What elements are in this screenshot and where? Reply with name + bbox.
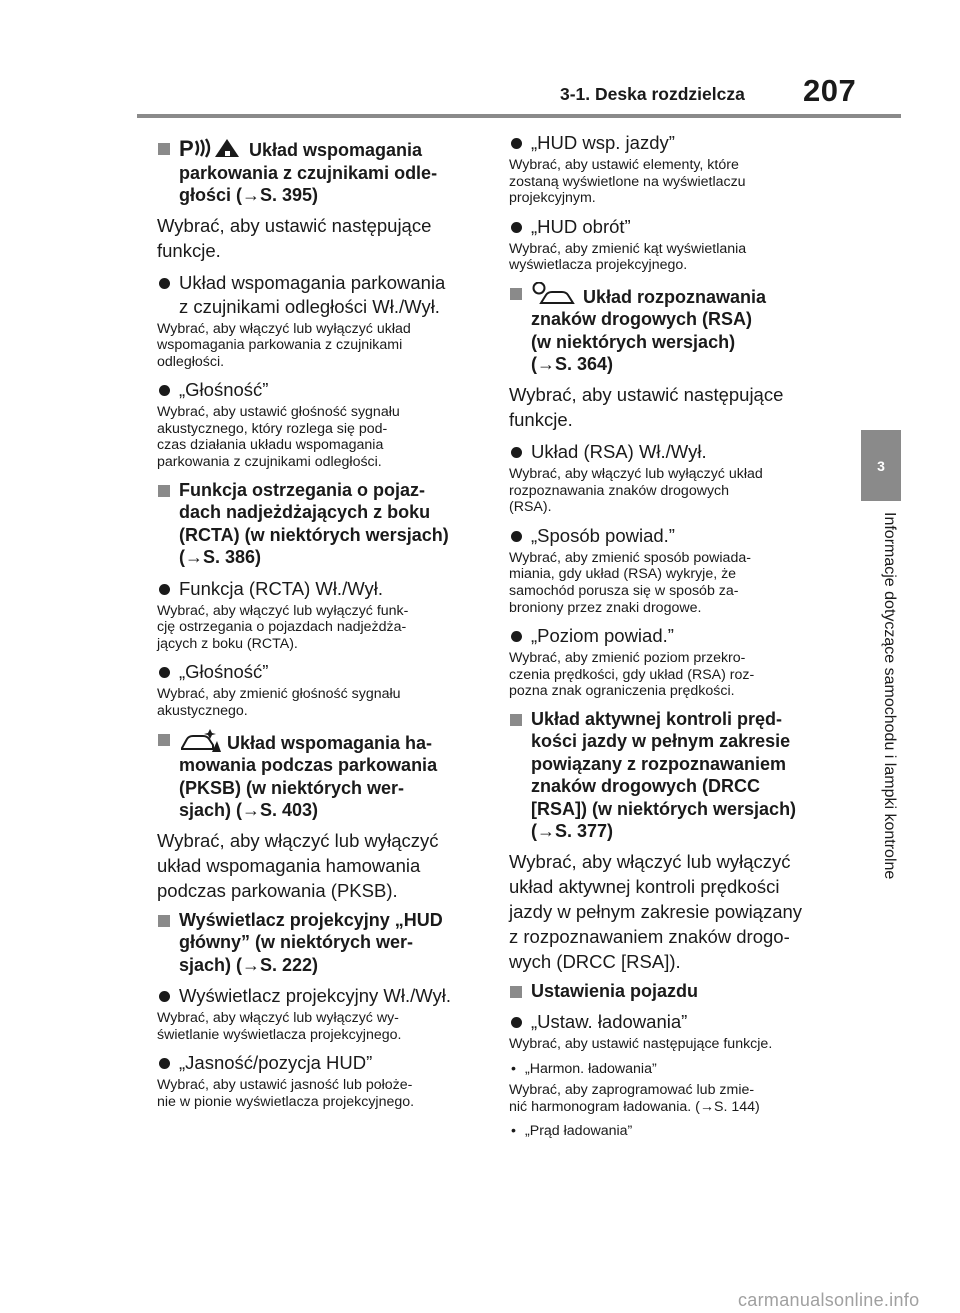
text-line: nić harmonogram ładowania. (→S. 144)	[509, 1098, 760, 1115]
sub-bullet-text: „Prąd ładowania”	[525, 1123, 633, 1140]
road-sign-assist-icon	[531, 282, 577, 306]
text-line: Wybrać, aby włączyć lub wyłączyć	[157, 829, 439, 851]
text-line: funkcje.	[157, 239, 221, 261]
heading-line: (w niektórych wersjach)	[531, 331, 736, 352]
sub-bullet-text: „Harmon. ładowania”	[525, 1061, 657, 1077]
text-line: Wybrać, aby ustawić elementy, które	[509, 157, 739, 173]
heading-line: [RSA]) (w niektórych wersjach)	[531, 798, 797, 819]
text-line: parkowania z czujnikami odległości.	[157, 454, 382, 471]
text-line: akustycznego.	[157, 703, 248, 720]
section-heading-hud	[157, 909, 479, 977]
text-line: układ aktywnej kontroli prędkości	[509, 875, 780, 897]
text-line: Wybrać, aby zmienić sposób powiada-	[509, 549, 751, 566]
intro-paragraph	[509, 849, 833, 974]
option-title-line: „Poziom powiad.”	[531, 625, 674, 647]
heading-text: Układ wspomagania	[249, 140, 423, 160]
right-column	[509, 131, 833, 1144]
round-bullet-icon	[159, 278, 170, 289]
section-heading-vehicle-settings	[509, 980, 833, 1003]
text-line: Wybrać, aby włączyć lub wyłączyć	[509, 850, 791, 872]
watermark: carmanualsonline.info	[738, 1290, 920, 1310]
heading-line: mowania podczas parkowania	[179, 755, 438, 776]
text-line: Wybrać, aby zaprogramować lub zmie-	[509, 1082, 755, 1098]
left-column	[157, 131, 479, 1119]
section-heading-rsa	[509, 282, 833, 376]
option-description	[157, 686, 479, 719]
option-item	[509, 624, 833, 648]
option-item	[509, 524, 833, 548]
text-line: rozpoznawania znaków drogowych	[509, 482, 730, 499]
text-line: układ wspomagania hamowania	[157, 854, 421, 876]
parking-sensor-icon	[179, 137, 243, 159]
option-description	[157, 404, 479, 470]
text-line: samochód porusza się w sposób za-	[509, 582, 739, 599]
option-item	[509, 440, 833, 464]
heading-line	[179, 137, 479, 162]
text-line: broniony przez znaki drogowe.	[509, 599, 702, 616]
text-line: Wybrać, aby zmienić kąt wyświetlania	[509, 240, 747, 257]
section-heading-drcc	[509, 708, 833, 843]
option-item	[157, 577, 479, 601]
intro-paragraph	[157, 828, 479, 903]
chapter-tab: 3	[861, 430, 901, 501]
text-line: jących z boku (RCTA).	[157, 635, 298, 652]
page-number: 207	[803, 73, 857, 108]
svg-text:P: P	[179, 137, 194, 159]
text-line: Wybrać, aby zmienić poziom przekro-	[509, 650, 746, 667]
option-title-line: „HUD wsp. jazdy”	[531, 132, 675, 153]
section-title: 3-1. Deska rozdzielcza	[560, 84, 745, 104]
text-line: świetlanie wyświetlacza projekcyjnego.	[157, 1026, 402, 1043]
option-description	[509, 1036, 833, 1053]
heading-line: dach nadjeżdżających z boku	[179, 502, 431, 523]
option-title-line: Funkcja (RCTA) Wł./Wył.	[179, 577, 384, 599]
heading-line: sjach) (→S. 222)	[179, 954, 319, 975]
heading-line: znaków drogowych (DRCC	[531, 776, 761, 797]
text-line: Wybrać, aby ustawić jasność lub położe-	[157, 1077, 413, 1094]
heading-line: znaków drogowych (RSA)	[531, 309, 753, 330]
text-line: Wybrać, aby ustawić głośność sygnału	[157, 404, 400, 421]
chapter-title: Informacje dotyczące samochodu i lampki kontrolne	[881, 512, 898, 880]
parking-brake-assist-icon	[179, 728, 221, 752]
square-bullet-icon	[510, 714, 522, 726]
option-title-line: „Jasność/pozycja HUD”	[179, 1052, 373, 1074]
text-line: z rozpoznawaniem znaków drogo-	[509, 925, 790, 947]
header-rule	[137, 114, 901, 118]
text-line: Wybrać, aby włączyć lub wyłączyć układ	[509, 465, 763, 482]
text-line: czas działania układu wspomagania	[157, 437, 384, 454]
heading-line: (→S. 386)	[179, 547, 262, 568]
round-bullet-icon	[511, 222, 522, 233]
sub-bullet-item	[509, 1123, 833, 1140]
option-description	[157, 321, 479, 371]
round-bullet-icon	[159, 1058, 170, 1069]
heading-line: (PKSB) (w niektórych wer-	[179, 777, 405, 798]
text-line: pozna znak ograniczenia prędkości.	[509, 683, 735, 700]
heading-line: sjach) (→S. 403)	[179, 800, 319, 821]
sub-bullet-description	[509, 1082, 833, 1115]
text-line: wyświetlacza projekcyjnego.	[509, 257, 688, 274]
section-heading-rcta	[157, 479, 479, 569]
square-bullet-icon	[510, 288, 522, 300]
intro-paragraph	[157, 213, 479, 263]
option-description	[509, 650, 833, 700]
option-description	[157, 1077, 479, 1110]
heading-line: (→S. 377)	[531, 821, 614, 842]
dot-bullet-icon: •	[511, 1061, 516, 1077]
text-line: Wybrać, aby włączyć lub wyłączyć wy-	[157, 1010, 399, 1027]
text-line: wych (DRCC [RSA]).	[509, 950, 681, 972]
text-line: Wybrać, aby ustawić następujące	[509, 383, 784, 405]
option-title-line: z czujnikami odległości Wł./Wył.	[179, 295, 440, 317]
option-description	[509, 157, 833, 207]
heading-line: (→S. 364)	[531, 354, 614, 375]
option-title-line: Układ (RSA) Wł./Wył.	[531, 440, 707, 462]
option-title-line: „Głośność”	[179, 661, 269, 683]
text-line: akustycznego, który rozlega się pod-	[157, 420, 388, 437]
heading-line: parkowania z czujnikami odle-	[179, 162, 438, 183]
round-bullet-icon	[159, 385, 170, 396]
text-line: cję ostrzegania o pojazdach nadjeżdża-	[157, 619, 407, 636]
section-heading-pksb	[157, 728, 479, 822]
option-title-line: „HUD obrót”	[531, 215, 631, 237]
text-line: Wybrać, aby ustawić następujące funkcje.	[509, 1036, 773, 1053]
square-bullet-icon	[158, 915, 170, 927]
heading-line: (RCTA) (w niektórych wersjach)	[179, 524, 449, 545]
text-line: miania, gdy układ (RSA) wykryje, że	[509, 566, 737, 583]
heading-line: główny” (w niektórych wer-	[179, 932, 414, 953]
option-title-line: „Sposób powiad.”	[531, 524, 675, 546]
heading-line: kości jazdy w pełnym zakresie	[531, 731, 791, 752]
square-bullet-icon	[158, 734, 170, 746]
option-item	[509, 1010, 833, 1034]
round-bullet-icon	[511, 631, 522, 642]
round-bullet-icon	[511, 1017, 522, 1028]
square-bullet-icon	[158, 143, 170, 155]
intro-paragraph	[509, 382, 833, 432]
text-line: czenia prędkości, gdy układ (RSA) roz-	[509, 666, 755, 683]
option-description	[509, 241, 833, 274]
sub-bullet-item	[509, 1061, 833, 1078]
heading-line: głości (→S. 395)	[179, 185, 319, 205]
text-line: odległości.	[157, 353, 225, 370]
option-description	[509, 550, 833, 616]
heading-line	[179, 728, 479, 755]
dot-bullet-icon: •	[511, 1123, 516, 1140]
option-title-line: Wyświetlacz projekcyjny Wł./Wył.	[179, 985, 452, 1007]
option-title-line: „Głośność”	[179, 379, 269, 401]
section-heading-parking-sensors	[157, 137, 479, 207]
option-title-line: Układ wspomagania parkowania	[179, 271, 446, 293]
heading-line	[531, 282, 833, 309]
text-line: podczas parkowania (PKSB).	[157, 879, 398, 901]
square-bullet-icon	[510, 986, 522, 998]
heading-line: Wyświetlacz projekcyjny „HUD	[179, 909, 443, 930]
option-item	[157, 1051, 479, 1075]
option-description	[157, 603, 479, 653]
option-item	[157, 660, 479, 684]
text-line: wspomagania parkowania z czujnikami	[157, 337, 403, 354]
round-bullet-icon	[159, 584, 170, 595]
text-line: (RSA).	[509, 499, 552, 516]
option-description	[157, 1010, 479, 1043]
text-line: Wybrać, aby ustawić następujące	[157, 214, 432, 236]
text-line: jazdy w pełnym zakresie powiązany	[509, 900, 803, 922]
option-description	[509, 466, 833, 516]
option-item	[157, 271, 479, 319]
round-bullet-icon	[511, 447, 522, 458]
round-bullet-icon	[159, 991, 170, 1002]
heading-line: Układ aktywnej kontroli pręd-	[531, 708, 783, 729]
option-item	[509, 131, 833, 155]
text-line: projekcyjnym.	[509, 190, 596, 207]
round-bullet-icon	[511, 138, 522, 149]
heading-line: Ustawienia pojazdu	[531, 980, 699, 1001]
text-line: zostaną wyświetlone na wyświetlaczu	[509, 173, 746, 190]
heading-line: Funkcja ostrzegania o pojaz-	[179, 479, 426, 500]
option-title-line: „Ustaw. ładowania”	[531, 1011, 688, 1033]
text-line: funkcje.	[509, 408, 573, 430]
round-bullet-icon	[159, 667, 170, 678]
text-line: nie w pionie wyświetlacza projekcyjnego.	[157, 1093, 415, 1110]
option-item	[509, 215, 833, 239]
round-bullet-icon	[511, 531, 522, 542]
square-bullet-icon	[158, 485, 170, 497]
text-line: Wybrać, aby zmienić głośność sygnału	[157, 686, 401, 703]
text-line: Wybrać, aby włączyć lub wyłączyć układ	[157, 320, 411, 337]
heading-text: Układ rozpoznawania	[583, 286, 767, 307]
text-line: Wybrać, aby włączyć lub wyłączyć funk-	[157, 602, 409, 619]
heading-line: powiązany z rozpoznawaniem	[531, 753, 787, 774]
option-item	[157, 984, 479, 1008]
heading-text: Układ wspomagania ha-	[227, 732, 433, 753]
option-item	[157, 378, 479, 402]
